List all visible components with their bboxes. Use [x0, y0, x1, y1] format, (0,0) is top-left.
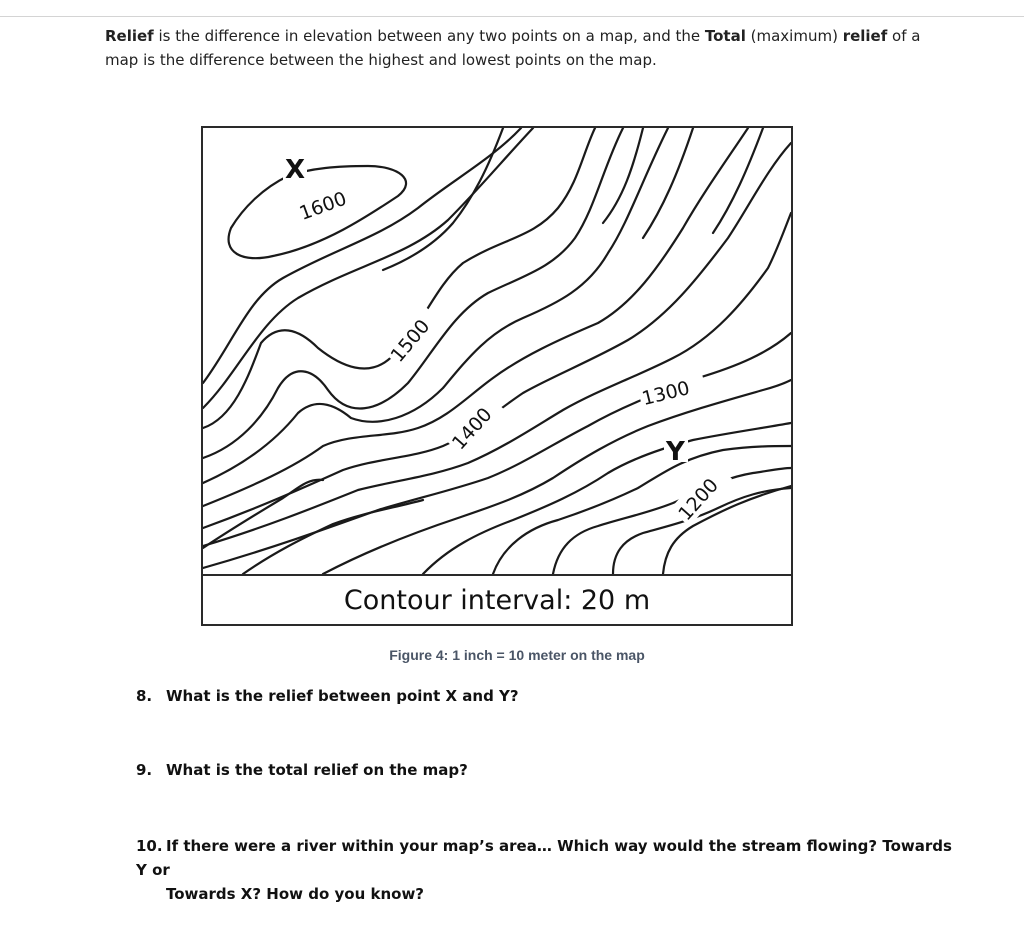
contour-map	[203, 128, 791, 574]
contour-label-1500: 1500	[386, 315, 435, 367]
contour-line	[603, 128, 643, 223]
topographic-map-figure	[201, 126, 793, 626]
point-y-label: Y	[666, 437, 685, 467]
question-text: If there were a river within your map’s area… Which way would the stream flowing? Towards Y or	[136, 837, 952, 879]
contour-label-1200: 1200	[674, 474, 723, 525]
question-text-continued: Towards X? How do you know?	[166, 885, 425, 903]
maximum-paren: (maximum)	[745, 27, 843, 45]
question-number: 10.	[136, 837, 163, 855]
question-9	[136, 758, 468, 782]
contour-label-1300: 1300	[639, 377, 692, 411]
question-10	[136, 834, 956, 906]
relief-definition: is the difference in elevation between any two points on a map, and the	[153, 27, 705, 45]
contour-line	[203, 128, 623, 458]
question-number: 9.	[136, 761, 153, 779]
question-text: What is the relief between point X and Y?	[166, 687, 519, 705]
contour-line	[243, 500, 423, 574]
contour-line	[203, 143, 791, 528]
relief-term: Relief	[105, 27, 154, 45]
header-divider	[0, 16, 1024, 17]
contour-line	[203, 128, 668, 483]
question-text: What is the total relief on the map?	[166, 761, 468, 779]
point-x-label: X	[285, 155, 306, 185]
contour-label-group	[292, 180, 732, 526]
question-number: 8.	[136, 687, 153, 705]
contour-label-1400: 1400	[447, 403, 497, 455]
contour-interval-legend: Contour interval: 20 m	[203, 574, 791, 624]
contour-line	[643, 128, 693, 238]
contour-label-1600: 1600	[296, 187, 350, 225]
intro-paragraph	[105, 24, 925, 72]
figure-caption: Figure 4: 1 inch = 10 meter on the map	[389, 647, 645, 663]
total-definition: of a map is the difference between the highest and lowest points on the map.	[105, 27, 921, 69]
contour-line	[203, 333, 791, 568]
relief-term-2: relief	[842, 27, 888, 45]
contour-line	[383, 128, 503, 270]
question-8	[136, 684, 519, 708]
total-term: Total	[704, 27, 746, 45]
